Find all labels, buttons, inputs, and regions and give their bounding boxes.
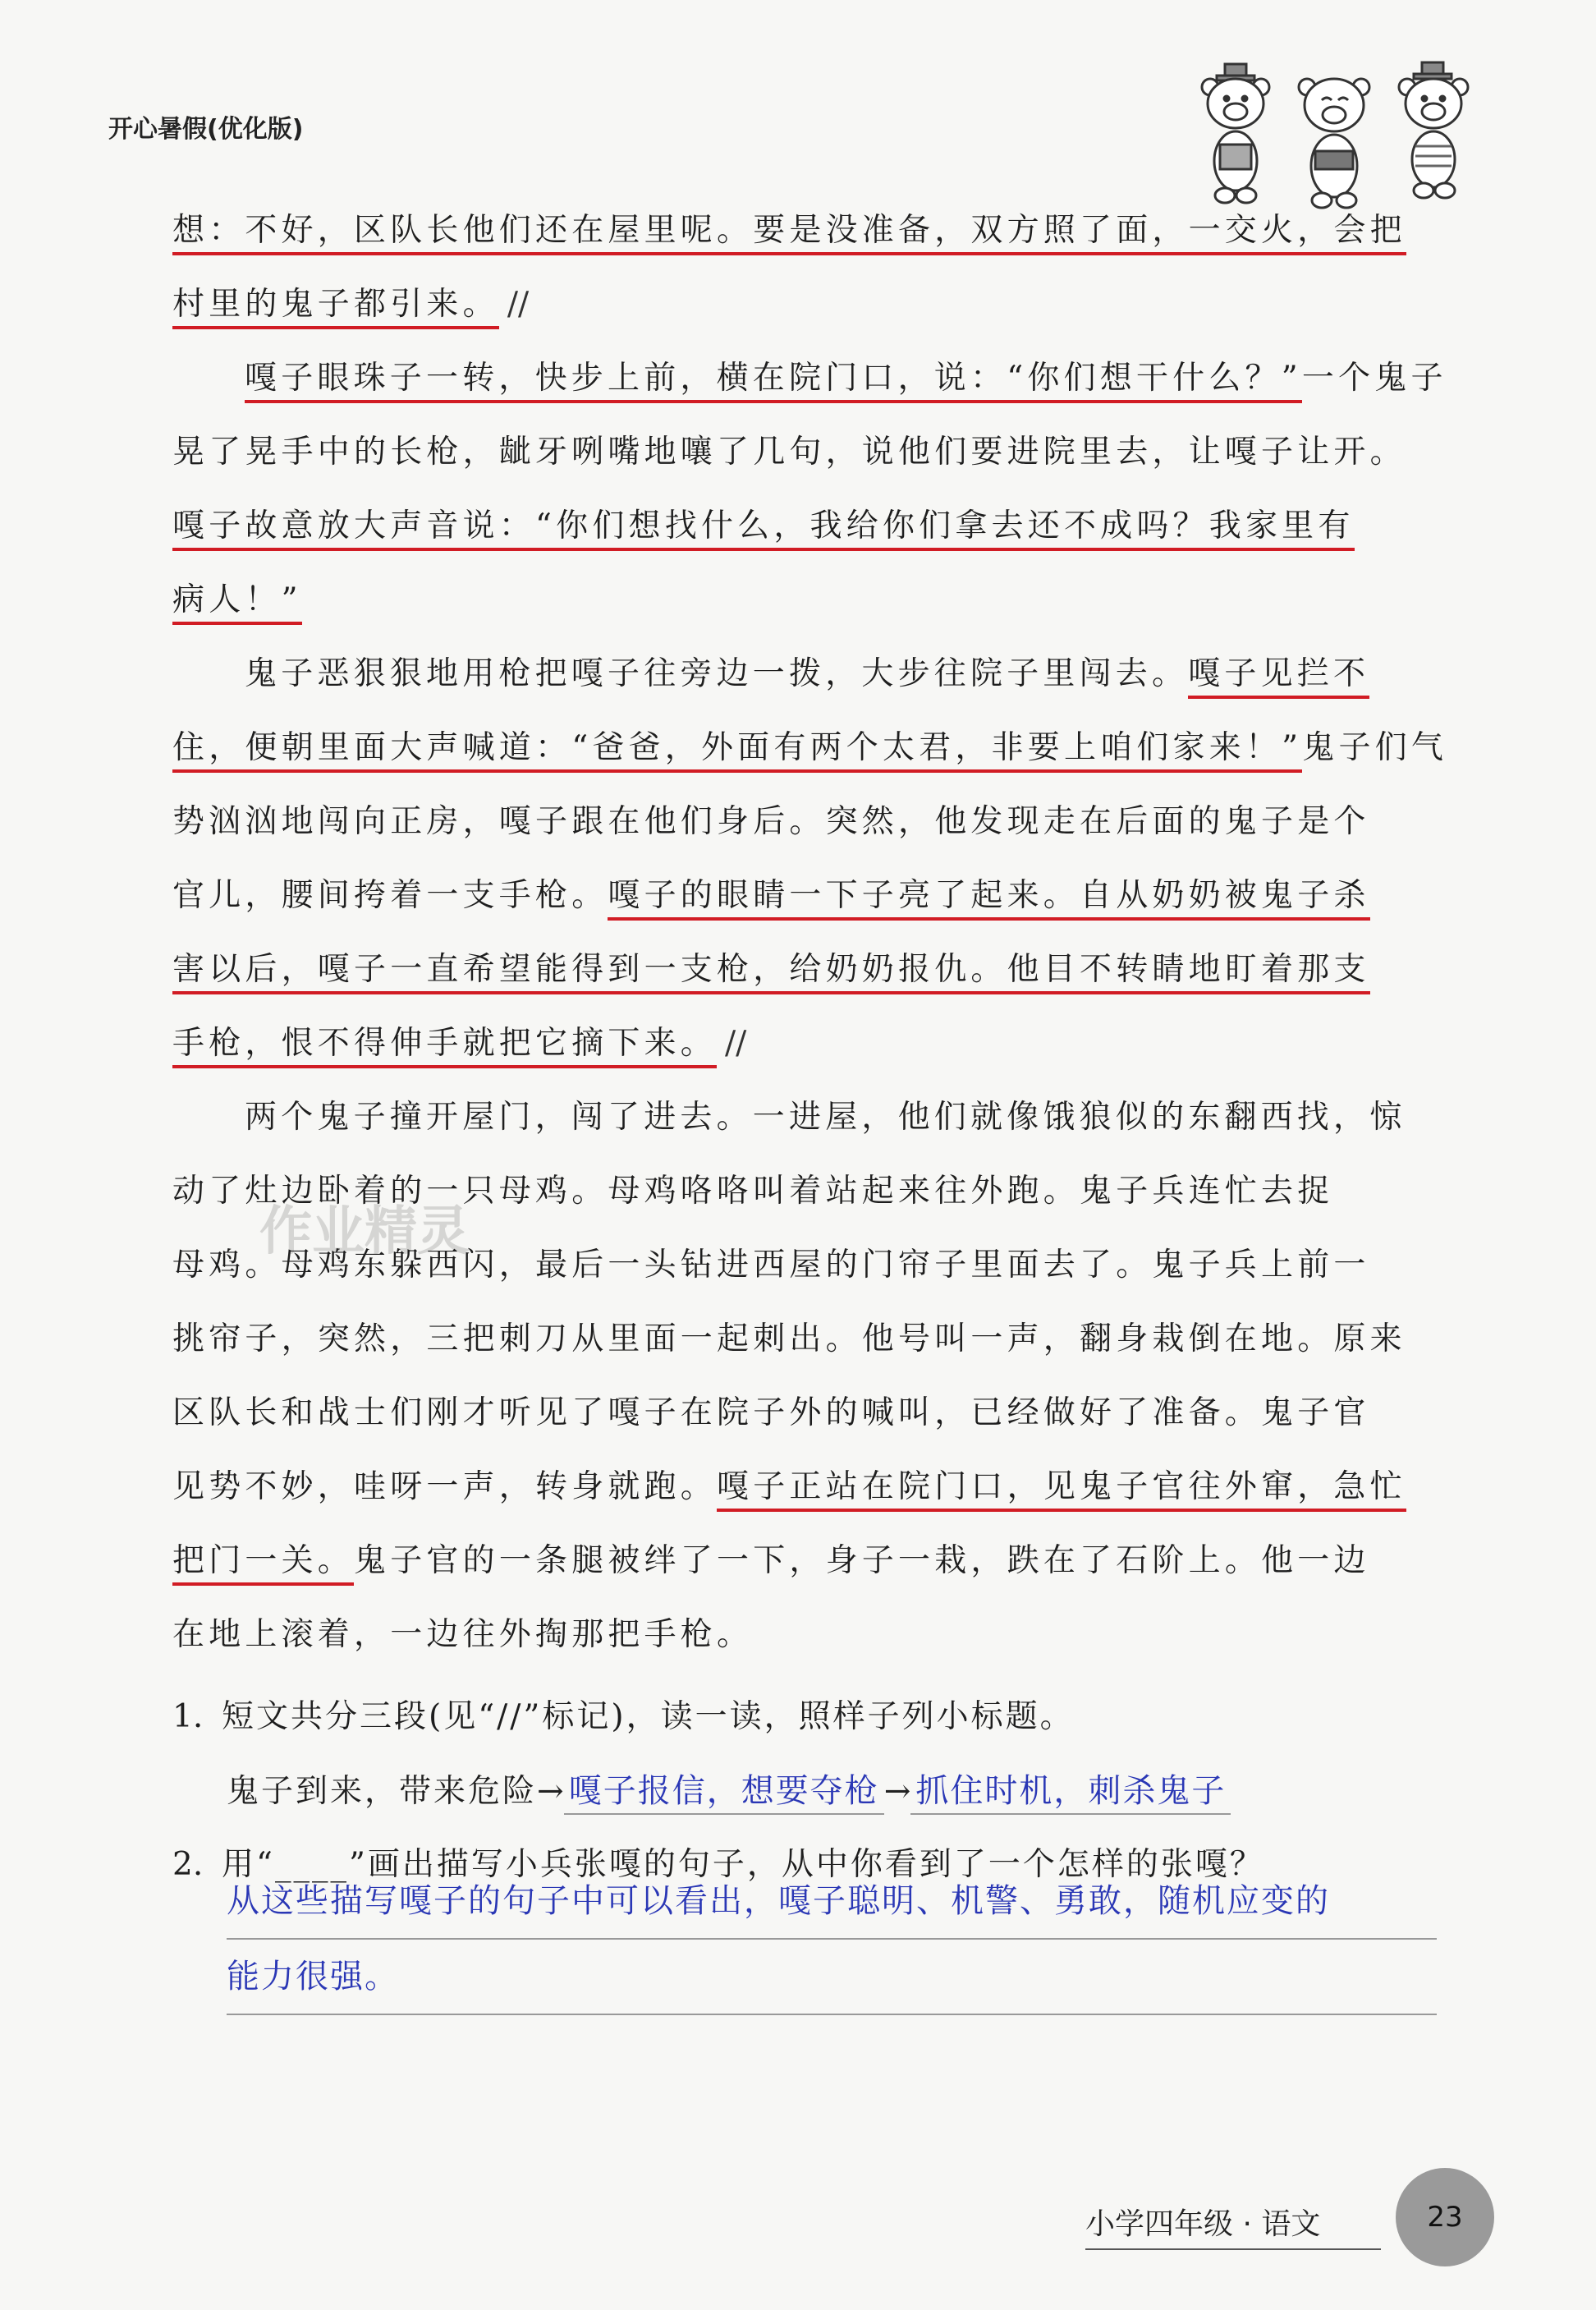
underlined-sentence: 嘎子眼珠子一转，快步上前，横在院门口，说：“你们想干什么？” <box>245 360 1302 403</box>
passage-line <box>172 637 1440 711</box>
passage-line <box>172 489 1440 563</box>
passage-line <box>172 711 1448 785</box>
underlined-sentence: 嘎子见拦不 <box>1188 655 1369 699</box>
page-number: 23 <box>1396 2168 1494 2266</box>
passage-line <box>172 1302 1440 1376</box>
watermark-text: 作业精灵 <box>259 1201 470 1262</box>
passage-text-segment: 官儿，腰间挎着一支手枪。 <box>172 877 608 914</box>
underlined-sentence: 想：不好，区队长他们还在屋里呢。要是没准备，双方照了面，一交火，会把 <box>172 212 1406 255</box>
underlined-sentence: 害以后，嘎子一直希望能得到一支枪，给奶奶报仇。他目不转睛地盯着那支 <box>172 951 1370 994</box>
passage-text-segment: 母鸡。母鸡东躲西闪，最后一头钻进西屋的门帘子里面去了。鬼子兵上前一 <box>172 1247 1370 1284</box>
underlined-sentence: 手枪，恨不得伸手就把它摘下来。 <box>172 1025 717 1068</box>
question-2-text: 用“____”画出描写小兵张嘎的句子，从中你看到了一个怎样的张嘎？ <box>222 1846 1264 1883</box>
passage-line <box>172 268 1440 342</box>
question-1-number: 1. <box>172 1698 204 1735</box>
passage-line <box>172 194 1440 268</box>
example-heading: 鬼子到来，带来危险 <box>227 1773 538 1810</box>
passage-line <box>172 1376 1440 1450</box>
arrow-right-icon: → <box>883 1773 911 1810</box>
underlined-sentence: 嘎子正站在院门口，见鬼子官往外窜，急忙 <box>717 1468 1406 1512</box>
passage-text-segment: 在地上滚着，一边往外掏那把手枪。 <box>172 1616 754 1653</box>
section-mark: // <box>725 1025 747 1062</box>
underlined-sentence: 村里的鬼子都引来。 <box>172 286 499 329</box>
passage-line <box>172 1228 1440 1302</box>
underlined-sentence: 嘎子故意放大声音说：“你们想找什么，我给你们拿去还不成吗？我家里有 <box>172 507 1355 551</box>
passage-line <box>172 785 1440 859</box>
passage-line <box>172 859 1440 933</box>
section-mark: // <box>507 286 530 323</box>
underlined-sentence: 病人！” <box>172 581 302 625</box>
passage-line <box>172 1450 1440 1524</box>
passage-text-segment: 鬼子官的一条腿被绊了一下，身子一栽，跌在了石阶上。他一边 <box>354 1542 1370 1579</box>
passage-line <box>172 1155 1440 1228</box>
answer-heading-3[interactable]: 抓住时机，刺杀鬼子 <box>910 1772 1231 1815</box>
passage-text-segment: 见势不妙，哇呀一声，转身就跑。 <box>172 1468 718 1505</box>
answer-line-2[interactable]: 能力很强。 <box>227 1940 1437 2015</box>
passage-text-segment: 区队长和战士们刚才听见了嘎子在院子外的喊叫，已经做好了准备。鬼子官 <box>172 1394 1370 1431</box>
footer-grade-subject: 小学四年级 · 语文 <box>1085 2207 1321 2241</box>
passage-text-segment: 势汹汹地闯向正房，嘎子跟在他们身后。突然，他发现走在后面的鬼子是个 <box>172 803 1370 840</box>
passage-text-segment: 两个鬼子撞开屋门，闯了进去。一进屋，他们就像饿狼似的东翻西找，惊 <box>245 1099 1406 1136</box>
passage-line <box>172 1524 1440 1598</box>
passage-line <box>172 1007 1440 1081</box>
underlined-sentence: 嘎子的眼睛一下子亮了起来。自从奶奶被鬼子杀 <box>608 877 1369 921</box>
passage-line <box>172 416 1440 489</box>
passage-text <box>172 194 1448 1672</box>
passage-line <box>172 342 1447 416</box>
passage-line <box>172 1598 1440 1672</box>
book-title: 开心暑假(优化版) <box>108 115 304 144</box>
answer-line-1[interactable]: 从这些描写嘎子的句子中可以看出，嘎子聪明、机警、勇敢，随机应变的 <box>227 1864 1437 1940</box>
passage-text-segment: 晃了晃手中的长枪，龇牙咧嘴地嚷了几句，说他们要进院里去，让嘎子让开。 <box>172 434 1406 471</box>
passage-line <box>172 933 1440 1007</box>
passage-line <box>172 563 1440 637</box>
answer-heading-2[interactable]: 嘎子报信，想要夺枪 <box>564 1772 884 1815</box>
passage-line <box>172 1081 1440 1155</box>
passage-text-segment: 挑帘子，突然，三把刺刀从里面一起刺出。他号叫一声，翻身栽倒在地。原来 <box>172 1320 1406 1357</box>
question-2-number: 2. <box>172 1846 204 1883</box>
footer-divider <box>1085 2248 1381 2250</box>
arrow-right-icon: → <box>537 1773 564 1810</box>
question-1-answer-row <box>172 1754 1440 1828</box>
question-1-text: 短文共分三段(见“//”标记)，读一读，照样子列小标题。 <box>222 1698 1075 1735</box>
passage-text-segment: 鬼子们气 <box>1302 729 1448 766</box>
passage-text-segment: 动了灶边卧着的一只母鸡。母鸡咯咯叫着站起来往外跑。鬼子兵连忙去捉 <box>172 1173 1334 1210</box>
passage-text-segment: 一个鬼子 <box>1301 360 1447 397</box>
question-1 <box>172 1680 1440 1754</box>
underlined-sentence: 住，便朝里面大声喊道：“爸爸，外面有两个太君，非要上咱们家来！” <box>172 729 1302 773</box>
underlined-sentence: 把门一关。 <box>172 1542 354 1586</box>
passage-text-segment: 鬼子恶狠狠地用枪把嘎子往旁边一拨，大步往院子里闯去。 <box>245 655 1189 692</box>
